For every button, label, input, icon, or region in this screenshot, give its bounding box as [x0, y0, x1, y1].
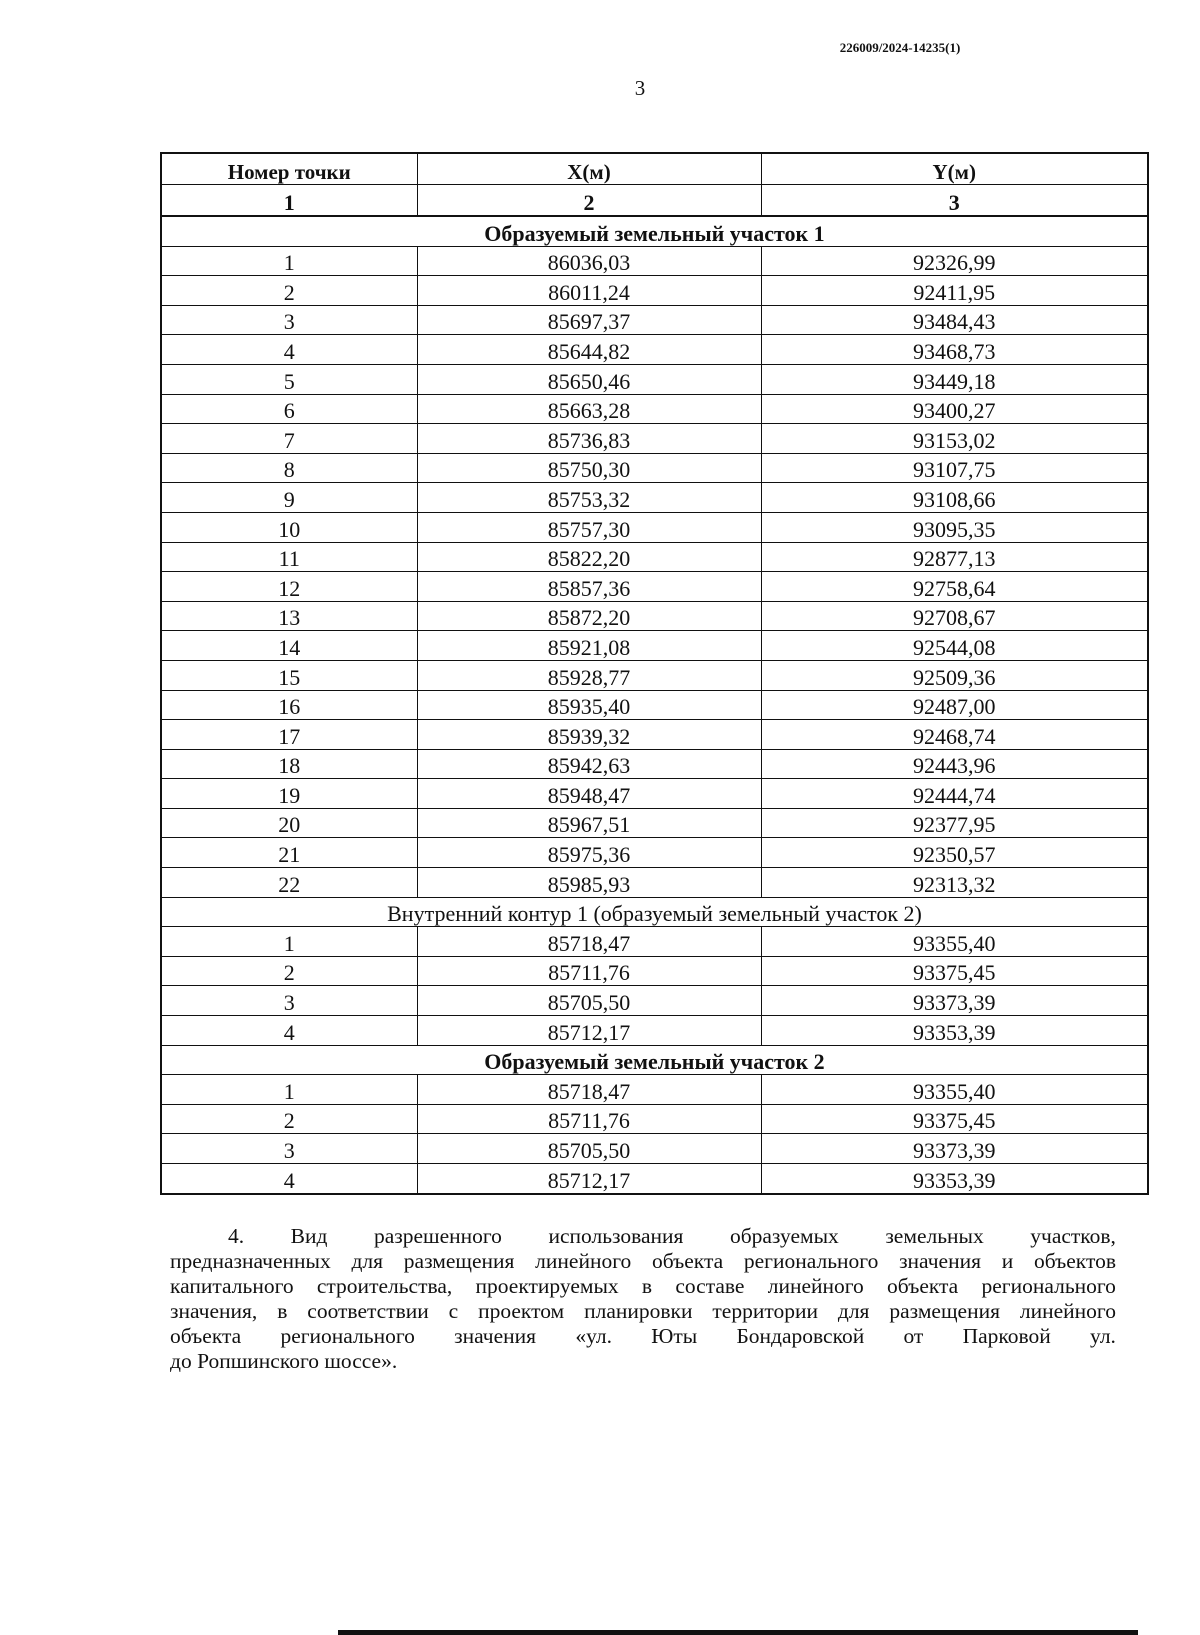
- point-number: 21: [161, 838, 417, 868]
- table-row: [161, 808, 1148, 838]
- section-title: Образуемый земельный участок 1: [161, 216, 1148, 246]
- paragraph-word: в: [641, 1274, 653, 1298]
- paragraph-line: [170, 1274, 1116, 1299]
- x-coordinate: 85822,20: [417, 542, 761, 572]
- page-number: 3: [634, 76, 646, 100]
- table-row: [161, 335, 1148, 365]
- paragraph-word: и: [1001, 1249, 1014, 1273]
- bottom-scan-edge: [338, 1630, 1138, 1635]
- x-coordinate: 85712,17: [417, 1164, 761, 1194]
- table-row: [161, 868, 1148, 898]
- y-coordinate: 93095,35: [761, 512, 1148, 542]
- paragraph-line: [170, 1299, 1116, 1324]
- x-coordinate: 85718,47: [417, 927, 761, 957]
- point-number: 2: [161, 276, 417, 306]
- x-coordinate: 85942,63: [417, 749, 761, 779]
- paragraph-word: соответствии: [307, 1299, 429, 1323]
- paragraph-word: для: [351, 1249, 384, 1273]
- paragraph-word: планировки: [584, 1299, 693, 1323]
- point-number: 1: [161, 927, 417, 957]
- paragraph-word: Бондаровской: [736, 1324, 865, 1348]
- paragraph-word: «ул.: [575, 1324, 612, 1348]
- point-number: 16: [161, 690, 417, 720]
- section-title-row: [161, 1045, 1148, 1075]
- y-coordinate: 93355,40: [761, 927, 1148, 957]
- table-row: [161, 364, 1148, 394]
- header-x: X(м): [417, 153, 761, 185]
- point-number: 2: [161, 956, 417, 986]
- point-number: 12: [161, 572, 417, 602]
- point-number: 4: [161, 1016, 417, 1046]
- y-coordinate: 92443,96: [761, 749, 1148, 779]
- point-number: 19: [161, 779, 417, 809]
- table-row: [161, 1075, 1148, 1105]
- paragraph-word: с: [448, 1299, 459, 1323]
- section-title: Внутренний контур 1 (образуемый земельный участок 2): [161, 897, 1148, 927]
- paragraph-word: образуемых: [729, 1224, 839, 1248]
- x-coordinate: 85644,82: [417, 335, 761, 365]
- x-coordinate: 86036,03: [417, 246, 761, 276]
- x-coordinate: 85857,36: [417, 572, 761, 602]
- y-coordinate: 92411,95: [761, 276, 1148, 306]
- x-coordinate: 85663,28: [417, 394, 761, 424]
- header-point-number: Номер точки: [161, 153, 417, 185]
- table-row: [161, 305, 1148, 335]
- table-row: [161, 749, 1148, 779]
- table-row: [161, 1134, 1148, 1164]
- paragraph-word: Парковой: [962, 1324, 1051, 1348]
- table-row: [161, 453, 1148, 483]
- table-row: [161, 956, 1148, 986]
- y-coordinate: 93484,43: [761, 305, 1148, 335]
- section-title-row: [161, 897, 1148, 927]
- y-coordinate: 92758,64: [761, 572, 1148, 602]
- header-y: Y(м): [761, 153, 1148, 185]
- point-number: 5: [161, 364, 417, 394]
- table-row: [161, 601, 1148, 631]
- paragraph-word: регионального: [743, 1249, 879, 1273]
- paragraph-line: [170, 1324, 1116, 1349]
- y-coordinate: 92544,08: [761, 631, 1148, 661]
- x-coordinate: 85939,32: [417, 720, 761, 750]
- table-row: [161, 779, 1148, 809]
- paragraph-word: предназначенных: [170, 1249, 331, 1273]
- table-row: [161, 1164, 1148, 1194]
- paragraph-word: от: [903, 1324, 924, 1348]
- x-coordinate: 85650,46: [417, 364, 761, 394]
- x-coordinate: 85750,30: [417, 453, 761, 483]
- table-row: [161, 720, 1148, 750]
- point-number: 1: [161, 1075, 417, 1105]
- point-number: 4: [161, 335, 417, 365]
- y-coordinate: 93353,39: [761, 1016, 1148, 1046]
- paragraph-word: значения: [454, 1324, 537, 1348]
- x-coordinate: 85711,76: [417, 956, 761, 986]
- column-number-row: [161, 185, 1148, 217]
- table-row: [161, 276, 1148, 306]
- x-coordinate: 85718,47: [417, 1075, 761, 1105]
- paragraph-word: территории: [712, 1299, 818, 1323]
- y-coordinate: 92468,74: [761, 720, 1148, 750]
- coordinates-table: [160, 152, 1149, 1195]
- table-row: [161, 483, 1148, 513]
- table-row: [161, 838, 1148, 868]
- y-coordinate: 93107,75: [761, 453, 1148, 483]
- paragraph-line: [170, 1224, 1116, 1249]
- paragraph-word: проектируемых: [475, 1274, 619, 1298]
- y-coordinate: 93375,45: [761, 956, 1148, 986]
- y-coordinate: 93468,73: [761, 335, 1148, 365]
- point-number: 8: [161, 453, 417, 483]
- point-number: 18: [161, 749, 417, 779]
- point-number: 2: [161, 1104, 417, 1134]
- y-coordinate: 93373,39: [761, 986, 1148, 1016]
- paragraph-word: участков,: [1030, 1224, 1116, 1248]
- paragraph-word: в: [277, 1299, 288, 1323]
- table-row: [161, 1016, 1148, 1046]
- point-number: 1: [161, 246, 417, 276]
- y-coordinate: 92708,67: [761, 601, 1148, 631]
- y-coordinate: 92444,74: [761, 779, 1148, 809]
- y-coordinate: 93153,02: [761, 424, 1148, 454]
- y-coordinate: 93353,39: [761, 1164, 1148, 1194]
- x-coordinate: 85967,51: [417, 808, 761, 838]
- table-row: [161, 927, 1148, 957]
- x-coordinate: 85712,17: [417, 1016, 761, 1046]
- table-row: [161, 572, 1148, 602]
- x-coordinate: 85921,08: [417, 631, 761, 661]
- document-number: 226009/2024-14235(1): [839, 40, 961, 55]
- paragraph-word: земельных: [885, 1224, 984, 1248]
- point-number: 6: [161, 394, 417, 424]
- y-coordinate: 93355,40: [761, 1075, 1148, 1105]
- table-row: [161, 690, 1148, 720]
- paragraph-word: объекта: [887, 1274, 959, 1298]
- paragraph-word: регионального: [981, 1274, 1116, 1298]
- paragraph-word: для: [837, 1299, 870, 1323]
- x-coordinate: 85697,37: [417, 305, 761, 335]
- paragraph-line: [170, 1349, 1116, 1374]
- column-number: 3: [761, 185, 1148, 217]
- column-number: 1: [161, 185, 417, 217]
- table-row: [161, 394, 1148, 424]
- x-coordinate: 85928,77: [417, 660, 761, 690]
- point-number: 10: [161, 512, 417, 542]
- x-coordinate: 85872,20: [417, 601, 761, 631]
- paragraph-word: капитального: [170, 1274, 294, 1298]
- paragraph-word: линейного: [1019, 1299, 1116, 1323]
- y-coordinate: 92487,00: [761, 690, 1148, 720]
- paragraph-word: линейного: [767, 1274, 864, 1298]
- point-number: 3: [161, 1134, 417, 1164]
- y-coordinate: 93449,18: [761, 364, 1148, 394]
- x-coordinate: 85948,47: [417, 779, 761, 809]
- paragraph-word: строительства,: [316, 1274, 453, 1298]
- paragraph-word: 4.: [228, 1224, 245, 1248]
- paragraph-word: объекта: [651, 1249, 724, 1273]
- x-coordinate: 85975,36: [417, 838, 761, 868]
- y-coordinate: 92313,32: [761, 868, 1148, 898]
- paragraph-word: линейного: [535, 1249, 632, 1273]
- point-number: 14: [161, 631, 417, 661]
- x-coordinate: 85757,30: [417, 512, 761, 542]
- table-row: [161, 512, 1148, 542]
- paragraph-word: проектом: [478, 1299, 565, 1323]
- point-number: 9: [161, 483, 417, 513]
- table-row: [161, 986, 1148, 1016]
- point-number: 15: [161, 660, 417, 690]
- table-row: [161, 424, 1148, 454]
- paragraph-4: [170, 1224, 1116, 1374]
- paragraph-word: регионального: [280, 1324, 415, 1348]
- y-coordinate: 93373,39: [761, 1134, 1148, 1164]
- y-coordinate: 93108,66: [761, 483, 1148, 513]
- y-coordinate: 92509,36: [761, 660, 1148, 690]
- paragraph-line-text: до Ропшинского шоссе».: [170, 1349, 398, 1373]
- paragraph-word: разрешенного: [373, 1224, 502, 1248]
- paragraph-word: значения: [899, 1249, 981, 1273]
- table-row: [161, 246, 1148, 276]
- paragraph-word: размещения: [889, 1299, 1000, 1323]
- x-coordinate: 85753,32: [417, 483, 761, 513]
- paragraph-word: использования: [548, 1224, 684, 1248]
- x-coordinate: 85705,50: [417, 1134, 761, 1164]
- section-title-row: [161, 216, 1148, 246]
- x-coordinate: 85935,40: [417, 690, 761, 720]
- point-number: 7: [161, 424, 417, 454]
- paragraph-line: [170, 1249, 1116, 1274]
- y-coordinate: 92326,99: [761, 246, 1148, 276]
- point-number: 13: [161, 601, 417, 631]
- x-coordinate: 85736,83: [417, 424, 761, 454]
- point-number: 20: [161, 808, 417, 838]
- y-coordinate: 92377,95: [761, 808, 1148, 838]
- y-coordinate: 92350,57: [761, 838, 1148, 868]
- paragraph-word: размещения: [403, 1249, 515, 1273]
- point-number: 4: [161, 1164, 417, 1194]
- table-row: [161, 660, 1148, 690]
- point-number: 17: [161, 720, 417, 750]
- paragraph-word: ул.: [1090, 1324, 1116, 1348]
- y-coordinate: 92877,13: [761, 542, 1148, 572]
- x-coordinate: 85711,76: [417, 1104, 761, 1134]
- paragraph-word: объекта: [170, 1324, 242, 1348]
- paragraph-word: значения,: [170, 1299, 258, 1323]
- paragraph-word: объектов: [1033, 1249, 1116, 1273]
- point-number: 3: [161, 305, 417, 335]
- point-number: 3: [161, 986, 417, 1016]
- table-row: [161, 631, 1148, 661]
- y-coordinate: 93375,45: [761, 1104, 1148, 1134]
- table-row: [161, 1104, 1148, 1134]
- x-coordinate: 86011,24: [417, 276, 761, 306]
- x-coordinate: 85985,93: [417, 868, 761, 898]
- paragraph-word: Вид: [290, 1224, 328, 1248]
- x-coordinate: 85705,50: [417, 986, 761, 1016]
- table-row: [161, 542, 1148, 572]
- paragraph-word: составе: [675, 1274, 745, 1298]
- y-coordinate: 93400,27: [761, 394, 1148, 424]
- table-header-row: [161, 153, 1148, 185]
- section-title: Образуемый земельный участок 2: [161, 1045, 1148, 1075]
- point-number: 11: [161, 542, 417, 572]
- paragraph-word: Юты: [651, 1324, 698, 1348]
- column-number: 2: [417, 185, 761, 217]
- point-number: 22: [161, 868, 417, 898]
